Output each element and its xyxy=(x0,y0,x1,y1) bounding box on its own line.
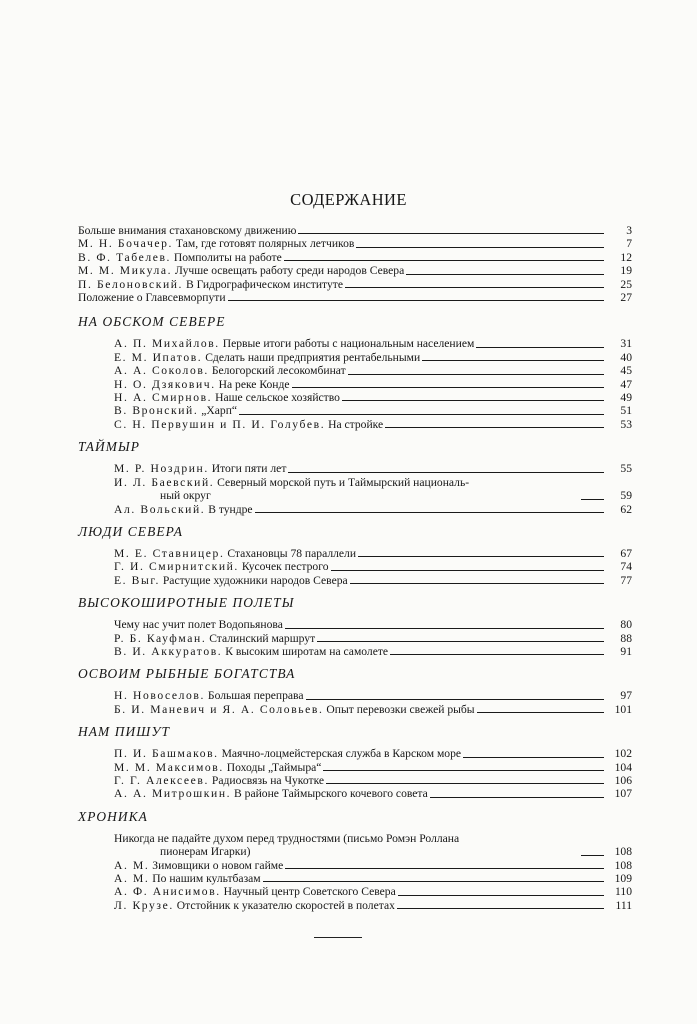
entry-page: 77 xyxy=(620,573,632,587)
entry-title: По нашим культбазам xyxy=(149,872,261,885)
toc-entry[interactable] xyxy=(78,689,632,702)
leader-line xyxy=(345,287,604,288)
entry-author: Е. М. Ипатов. xyxy=(114,350,203,364)
entry-title: На стройке xyxy=(325,417,384,431)
leader-line xyxy=(288,472,604,473)
toc-entry[interactable] xyxy=(78,364,632,377)
entry-author: А. А. Митрошкин. xyxy=(114,787,232,801)
leader-line xyxy=(292,387,604,388)
leader-line xyxy=(422,360,604,361)
toc-entry[interactable] xyxy=(78,774,632,787)
entry-author: М. М. Микула. xyxy=(78,264,173,278)
entry-page: 3 xyxy=(626,224,632,237)
toc-entry[interactable] xyxy=(78,351,632,364)
entry-title: Походы „Таймыра“ xyxy=(223,760,322,774)
entry-title: К высоким широтам на самолете xyxy=(222,644,389,658)
entry-title: Белогорский лесокомбинат xyxy=(208,364,346,378)
section-heading: ЛЮДИ СЕВЕРА xyxy=(78,523,184,539)
entry-author: Н. А. Смирнов. xyxy=(114,391,213,405)
entry-page: 106 xyxy=(614,773,632,787)
entry-title: Маячно-лоцмейстерская служба в Карском море xyxy=(218,747,462,761)
leader-line xyxy=(397,908,604,909)
entry-title: „Харп“ xyxy=(198,404,238,418)
entry-author: А. М. xyxy=(114,872,150,885)
entry-title: Больше внимания стахановскому движению xyxy=(78,224,297,237)
entry-page: 108 xyxy=(614,845,632,859)
leader-line xyxy=(390,654,604,655)
leader-line xyxy=(284,260,604,261)
entry-author: И. Л. Баевский. xyxy=(114,475,215,489)
entry-author: В. И. Аккуратов. xyxy=(114,644,223,658)
entry-page: 107 xyxy=(614,787,632,801)
section-heading: ВЫСОКОШИРОТНЫЕ ПОЛЕТЫ xyxy=(78,595,295,611)
leader-line xyxy=(263,881,604,882)
leader-line xyxy=(285,868,604,869)
leader-line xyxy=(358,556,604,557)
entry-page: 74 xyxy=(620,560,632,574)
entry-author: В. Вронский. xyxy=(114,404,199,418)
entry-author: М. М. Максимов. xyxy=(114,760,224,774)
entry-author: Б. И. Маневич и Я. А. Соловьев. xyxy=(114,702,324,716)
entry-title: Итоги пяти лет xyxy=(208,462,287,476)
section-heading: ОСВОИМ РЫБНЫЕ БОГАТСТВА xyxy=(78,666,296,682)
entry-page: 80 xyxy=(620,618,632,632)
entry-title: Сталинский маршрут xyxy=(206,631,316,645)
entry-title: Положение о Главсевморпути xyxy=(78,291,226,305)
entry-author: В. Ф. Табелев. xyxy=(78,250,172,264)
leader-line xyxy=(342,400,604,401)
entry-page: 47 xyxy=(620,377,632,391)
entry-title: Большая переправа xyxy=(205,689,304,703)
leader-line xyxy=(463,757,604,758)
entry-author: Ал. Вольский. xyxy=(114,502,206,516)
entry-title-continued: пионерам Игарки) xyxy=(160,845,251,859)
leader-line xyxy=(326,783,604,784)
toc-entry[interactable] xyxy=(78,237,632,250)
toc-entry[interactable] xyxy=(78,859,632,872)
leader-line xyxy=(476,347,604,348)
toc-entry[interactable] xyxy=(78,462,632,475)
leader-line xyxy=(581,499,604,500)
leader-line xyxy=(348,374,604,375)
entry-title: Там, где готовят полярных летчиков xyxy=(173,237,355,251)
toc-entry[interactable] xyxy=(78,278,632,291)
entry-page: 27 xyxy=(620,291,632,305)
entry-author: М. Н. Бочачер. xyxy=(78,237,174,251)
toc-entry[interactable] xyxy=(78,872,632,885)
entry-page: 97 xyxy=(620,689,632,703)
leader-line xyxy=(298,233,604,234)
entry-author: Н. Новоселов. xyxy=(114,689,206,703)
page-title: СОДЕРЖАНИЕ xyxy=(290,190,407,209)
entry-page: 91 xyxy=(620,644,632,658)
entry-page: 88 xyxy=(620,631,632,645)
entry-author: П. Белоновский. xyxy=(78,277,184,291)
entry-page: 59 xyxy=(620,489,632,503)
toc-entry[interactable] xyxy=(78,832,632,859)
entry-author: А. А. Соколов. xyxy=(114,364,209,378)
toc-entry[interactable] xyxy=(78,574,632,587)
entry-title: В Гидрографическом институте xyxy=(183,277,343,291)
toc-entry[interactable] xyxy=(78,224,632,237)
leader-line xyxy=(581,855,604,856)
entry-author: П. И. Башмаков. xyxy=(114,747,219,761)
table-of-contents xyxy=(78,224,632,912)
entry-title: Северный морской путь и Таймырский националь- xyxy=(214,475,470,489)
entry-title: Чему нас учит полет Водопьянова xyxy=(114,618,283,632)
entry-title: Отстойник к указателю скоростей в полетах xyxy=(173,898,395,912)
entry-author: Г. И. Смирнитский. xyxy=(114,560,239,574)
entry-page: 110 xyxy=(615,885,632,899)
entry-page: 19 xyxy=(620,264,632,278)
leader-line xyxy=(306,699,604,700)
entry-page: 25 xyxy=(620,277,632,291)
entry-page: 111 xyxy=(615,898,632,912)
entry-page: 55 xyxy=(620,462,632,476)
entry-page: 104 xyxy=(614,760,632,774)
toc-entry[interactable] xyxy=(78,264,632,277)
leader-line xyxy=(356,247,604,248)
leader-line xyxy=(406,274,604,275)
entry-author: Е. Выг. xyxy=(114,573,160,587)
entry-author: С. Н. Первушин и П. И. Голубев. xyxy=(114,417,326,431)
section-heading: НАМ ПИШУТ xyxy=(78,724,171,740)
entry-title: Кусочек пестрого xyxy=(238,560,329,574)
toc-entry[interactable] xyxy=(78,560,632,573)
entry-page: 108 xyxy=(614,858,632,872)
toc-entry[interactable] xyxy=(78,337,632,350)
toc-entry[interactable] xyxy=(78,378,632,391)
entry-page: 12 xyxy=(620,250,632,264)
section-heading: ХРОНИКА xyxy=(78,808,148,824)
entry-author: Р. Б. Кауфман. xyxy=(114,631,207,645)
entry-author: А. М. xyxy=(114,858,150,872)
toc-entry[interactable] xyxy=(78,899,632,912)
entry-page: 51 xyxy=(620,404,632,418)
leader-line xyxy=(323,770,604,771)
entry-page: 45 xyxy=(620,364,632,378)
leader-line xyxy=(255,512,604,513)
entry-page: 31 xyxy=(620,337,632,351)
toc-entry[interactable] xyxy=(78,632,632,645)
leader-line xyxy=(398,895,604,896)
entry-title: На реке Конде xyxy=(215,377,290,391)
leader-line xyxy=(385,427,604,428)
entry-title: Сделать наши предприятия рентабельными xyxy=(202,350,421,364)
entry-author: Л. Крузе. xyxy=(114,898,174,912)
entry-title: Зимовщики о новом гайме xyxy=(149,858,284,872)
toc-entry[interactable] xyxy=(78,404,632,417)
entry-page: 109 xyxy=(614,872,632,885)
entry-page: 101 xyxy=(614,702,632,716)
toc-entry[interactable] xyxy=(78,645,632,658)
end-rule xyxy=(314,937,362,938)
entry-title: В тундре xyxy=(205,502,253,516)
toc-entry[interactable] xyxy=(78,391,632,404)
entry-page: 40 xyxy=(620,350,632,364)
leader-line xyxy=(331,570,605,571)
entry-author: А. П. Михайлов. xyxy=(114,337,220,351)
entry-title: Стахановцы 78 параллели xyxy=(224,546,357,560)
leader-line xyxy=(285,628,604,629)
leader-line xyxy=(350,583,604,584)
toc-entry[interactable] xyxy=(78,787,632,800)
toc-entry[interactable] xyxy=(78,547,632,560)
entry-page: 49 xyxy=(620,391,632,405)
entry-author: А. Ф. Анисимов. xyxy=(114,885,221,899)
entry-title: Радиосвязь на Чукотке xyxy=(208,773,325,787)
leader-line xyxy=(430,797,604,798)
leader-line xyxy=(477,712,604,713)
toc-entry[interactable] xyxy=(78,503,632,516)
toc-entry[interactable] xyxy=(78,291,632,304)
toc-entry[interactable] xyxy=(78,251,632,264)
toc-entry[interactable] xyxy=(78,703,632,716)
entry-title: Наше сельское хозяйство xyxy=(212,391,340,405)
leader-line xyxy=(317,641,604,642)
entry-page: 7 xyxy=(626,237,632,251)
entry-page: 62 xyxy=(620,502,632,516)
leader-line xyxy=(228,300,604,301)
toc-entry[interactable] xyxy=(78,761,632,774)
entry-title: Опыт перевозки свежей рыбы xyxy=(323,702,475,716)
section-heading: ТАЙМЫР xyxy=(78,439,141,455)
toc-entry[interactable] xyxy=(78,885,632,898)
entry-author: М. Р. Ноздрин. xyxy=(114,462,209,476)
entry-title: Растущие художники народов Севера xyxy=(159,573,348,587)
entry-title: Первые итоги работы с национальным населением xyxy=(219,337,475,351)
toc-entry[interactable] xyxy=(78,418,632,431)
entry-title: Научный центр Советского Севера xyxy=(220,885,396,899)
entry-author: Г. Г. Алексеев. xyxy=(114,773,209,787)
leader-line xyxy=(239,414,604,415)
entry-page: 102 xyxy=(614,747,632,761)
toc-entry[interactable] xyxy=(78,747,632,760)
entry-title: Помполиты на работе xyxy=(171,250,282,264)
entry-author: М. Е. Ставницер. xyxy=(114,546,225,560)
toc-entry[interactable] xyxy=(78,618,632,631)
entry-page: 67 xyxy=(620,546,632,560)
entry-author: Н. О. Дзякович. xyxy=(114,377,216,391)
entry-title: Лучше освещать работу среди народов Севера xyxy=(172,264,405,278)
toc-entry[interactable] xyxy=(78,476,632,503)
entry-title-continued: ный округ xyxy=(160,489,211,503)
entry-title: В районе Таймырского кочевого совета xyxy=(231,787,428,801)
entry-page: 53 xyxy=(620,417,632,431)
section-heading: НА ОБСКОМ СЕВЕРЕ xyxy=(78,314,226,330)
entry-title: Никогда не падайте духом перед трудностями (письмо Ромэн Роллана xyxy=(114,831,460,845)
